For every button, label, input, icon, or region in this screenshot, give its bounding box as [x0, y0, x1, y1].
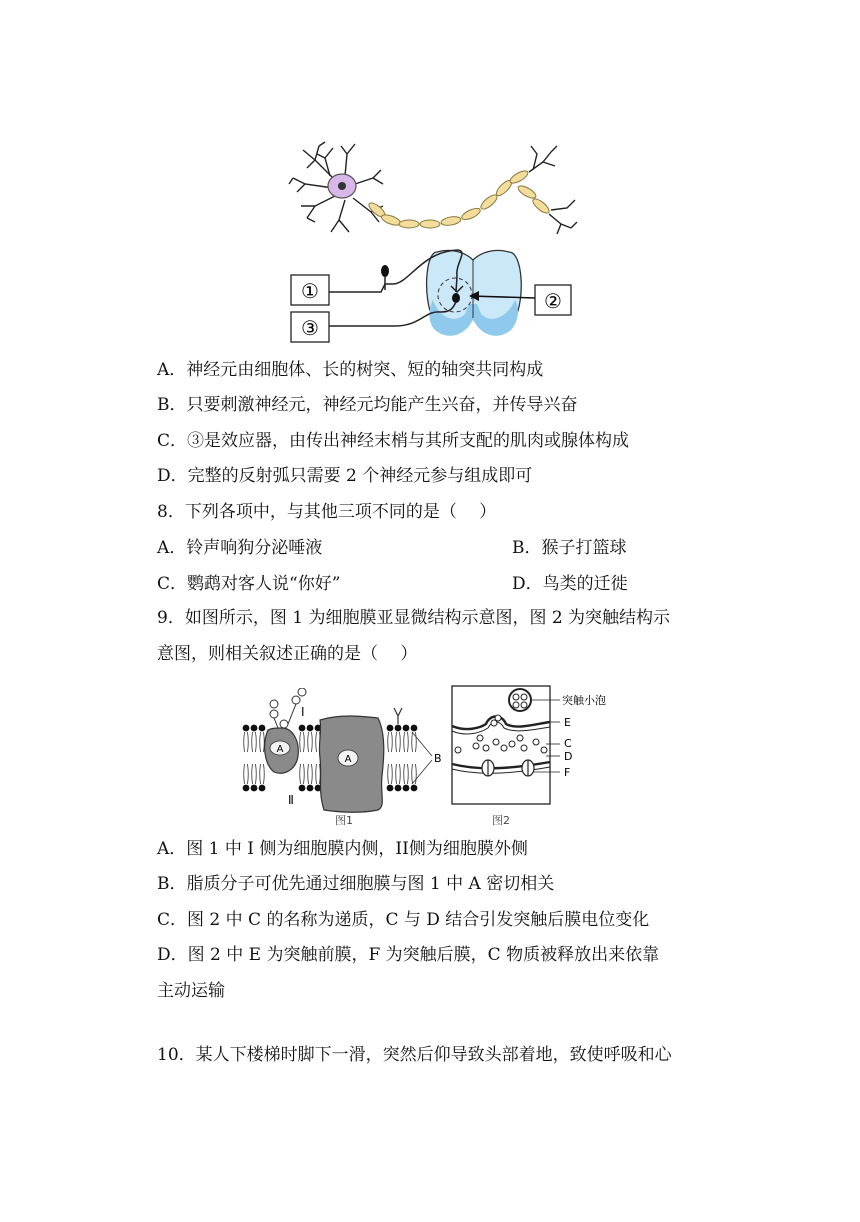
label-1: ①: [301, 279, 319, 303]
q10-stem: 10．某人下楼梯时脚下一滑，突然后仰导致头部着地，致使呼吸和心: [157, 1045, 672, 1065]
label-a1: A: [276, 744, 284, 755]
q8-option-a: A．铃声响狗分泌唾液: [157, 538, 323, 558]
label-c: C: [564, 737, 572, 750]
label-a2: A: [344, 754, 352, 765]
q9-option-d: D．图 2 中 E 为突触前膜，F 为突触后膜，C 物质被释放出来依靠: [157, 945, 660, 965]
receptor-icon: [394, 708, 402, 724]
figure-2-caption: 图2: [492, 814, 510, 827]
dorsal-root-ganglion: [381, 265, 389, 277]
interneuron-body: [452, 293, 460, 303]
q9-stem-line2: 意图，则相关叙述正确的是（ ）: [157, 644, 418, 664]
spinal-cord-section: [427, 250, 522, 335]
synaptic-vesicle: [509, 689, 531, 711]
q9-stem-line1: 9．如图所示，图 1 为细胞膜亚显微结构示意图，图 2 为突触结构示: [157, 608, 671, 628]
label-b: B: [434, 752, 442, 765]
neuron-reflex-arc-figure: [285, 140, 585, 345]
label-side-ii: Ⅱ: [288, 793, 294, 807]
figure-1-cell-membrane: [240, 688, 446, 830]
q7-option-a: A．神经元由细胞体、长的树突、短的轴突共同构成: [157, 360, 544, 380]
vesicle-label: 突触小泡: [562, 694, 606, 707]
axon-myelin-sheath: [367, 169, 551, 228]
label-d: D: [564, 750, 573, 763]
figure-1-caption: 图1: [335, 814, 353, 827]
label-f: F: [564, 766, 571, 779]
q9-option-b: B．脂质分子可优先通过细胞膜与图 1 中 A 密切相关: [157, 874, 555, 894]
q8-option-d: D．鸟类的迁徙: [512, 574, 628, 594]
label-side-i: I: [301, 705, 305, 719]
q8-stem: 8．下列各项中，与其他三项不同的是（ ）: [157, 502, 497, 522]
q8-option-c: C．鹦鹉对客人说“你好”: [157, 574, 341, 594]
q7-option-d: D．完整的反射弧只需要 2 个神经元参与组成即可: [157, 466, 533, 486]
label-3: ③: [301, 316, 319, 340]
label-e: E: [564, 716, 571, 729]
axon-terminals: [529, 146, 577, 234]
q9-option-d-cont: 主动运输: [157, 981, 225, 1001]
q9-option-a: A．图 1 中 I 侧为细胞膜内侧，II侧为细胞膜外侧: [157, 839, 528, 859]
label-2: ②: [544, 289, 562, 313]
q8-option-b: B．猴子打篮球: [512, 538, 627, 558]
q9-option-c: C．图 2 中 C 的名称为递质，C 与 D 结合引发突触后膜电位变化: [157, 910, 650, 930]
figure-2-synapse: [446, 684, 626, 830]
q7-option-b: B．只要刺激神经元，神经元均能产生兴奋，并传导兴奋: [157, 395, 578, 415]
q7-option-c: C．③是效应器，由传出神经末梢与其所支配的肌肉或腺体构成: [157, 431, 630, 451]
neuron-nucleus: [338, 182, 346, 190]
